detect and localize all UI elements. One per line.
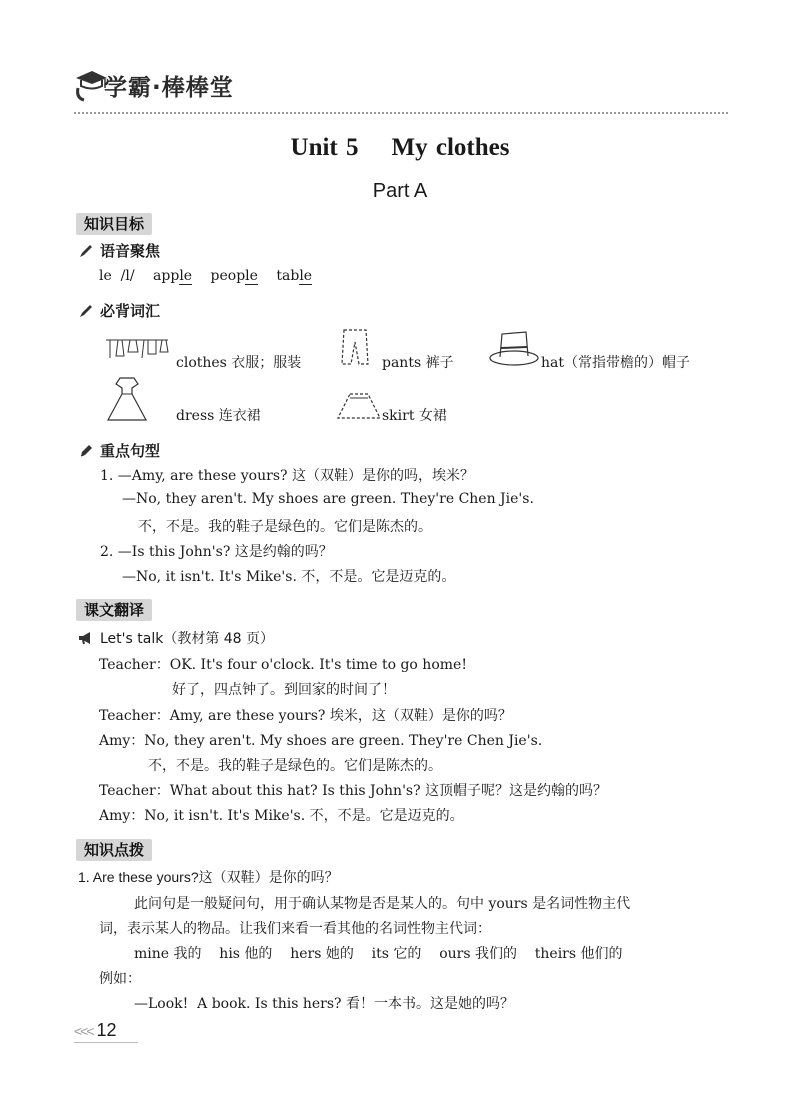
vocab-pants: pants 裤子: [382, 355, 454, 371]
dialogue-line: 不，不是。我的鞋子是绿色的。它们是陈杰的。: [148, 758, 442, 774]
clothes-illustration: [104, 334, 170, 362]
dialogue-line: Amy：No, they aren't. My shoes are green. They're Chen Jie's.: [99, 733, 543, 749]
section-label: 课文翻译: [76, 599, 152, 621]
section-label: 知识点拨: [76, 839, 152, 861]
heading-text: Let's talk（教材第 48 页）: [100, 631, 275, 647]
hat-illustration: [488, 328, 540, 368]
sentence-line: —No, they aren't. My shoes are green. They're Chen Jie's.: [122, 491, 534, 507]
page-number-text: 12: [96, 1020, 117, 1040]
brand-text: 学霸·棒棒堂: [104, 75, 234, 101]
page-number-rule: [74, 1042, 138, 1043]
phonics-prefix: le /l/: [99, 268, 135, 284]
phonics-word: people: [210, 268, 258, 284]
section-label: 知识目标: [76, 213, 152, 235]
sentence-line: —No, it isn't. It's Mike's. 不，不是。它是迈克的。: [122, 569, 456, 585]
dialogue-line: 好了，四点钟了。到回家的时间了！: [172, 682, 396, 698]
pants-illustration: [338, 326, 372, 368]
page-number: [74, 1020, 117, 1041]
megaphone-icon: [78, 631, 94, 645]
skirt-illustration: [336, 392, 382, 422]
vocab-clothes: clothes 衣服；服装: [176, 355, 302, 371]
brand-logo: [74, 68, 234, 102]
heading-text: 语音聚焦: [100, 242, 161, 260]
vocab-hat: hat（常指带檐的）帽子: [541, 355, 690, 371]
graduation-cap-icon: [74, 68, 108, 102]
heading-text: 重点句型: [100, 442, 161, 460]
vocab-skirt: skirt 女裙: [382, 408, 447, 424]
vocab-dress: dress 连衣裙: [176, 408, 261, 424]
chevrons: <<<: [74, 1022, 93, 1039]
point1-body-line: mine 我的 his 他的 hers 她的 its 它的 ours 我们的 theirs 他们的: [134, 946, 623, 962]
sentence-line: 不，不是。我的鞋子是绿色的。它们是陈杰的。: [138, 519, 432, 535]
page-subtitle: Part A: [372, 180, 428, 202]
vocab-heading: [78, 300, 160, 321]
dialogue-line: Teacher：What about this hat? Is this John's? 这顶帽子呢？这是约翰的吗？: [99, 783, 608, 799]
phonics-line: [99, 268, 312, 284]
page-title: Unit 5 My clothes: [290, 134, 510, 161]
dialogue-line: Teacher：Amy, are these yours? 埃米，这（双鞋）是你的吗？: [99, 708, 512, 724]
point1-body-line: 此问句是一般疑问句，用于确认某物是否是某人的。句中 yours 是名词性物主代: [134, 896, 631, 912]
sentence-line: 1. —Amy, are these yours? 这（双鞋）是你的吗，埃米？: [100, 468, 474, 484]
sentences-heading: [78, 440, 160, 461]
section-knowledge-goals: [76, 213, 152, 234]
section-translation: [76, 599, 152, 620]
talk-heading: [78, 628, 274, 648]
point1-body-line: 词，表示某人的物品。让我们来看一看其他的名词性物主代词：: [99, 921, 491, 937]
sentence-line: 2. —Is this John's? 这是约翰的吗？: [100, 544, 333, 560]
header-divider: [74, 112, 728, 114]
point1-body-line: —Look! A book. Is this hers? 看！一本书。这是她的吗？: [134, 996, 514, 1012]
section-points: [76, 839, 152, 860]
point1-heading: 1. Are these yours?这（双鞋）是你的吗？: [78, 869, 339, 885]
pencil-icon: [78, 443, 94, 459]
pen-icon: [78, 243, 94, 259]
pen-icon: [78, 303, 94, 319]
dialogue-line: Amy：No, it isn't. It's Mike's. 不，不是。它是迈克的。: [99, 808, 464, 824]
dialogue-line: Teacher：OK. It's four o'clock. It's time to go home!: [99, 657, 467, 673]
phonics-word: apple: [153, 268, 193, 284]
point1-body-line: 例如：: [99, 971, 141, 987]
phonics-word: table: [276, 268, 313, 284]
heading-text: 必背词汇: [100, 302, 161, 320]
phonics-heading: [78, 240, 160, 261]
dress-illustration: [104, 376, 150, 424]
